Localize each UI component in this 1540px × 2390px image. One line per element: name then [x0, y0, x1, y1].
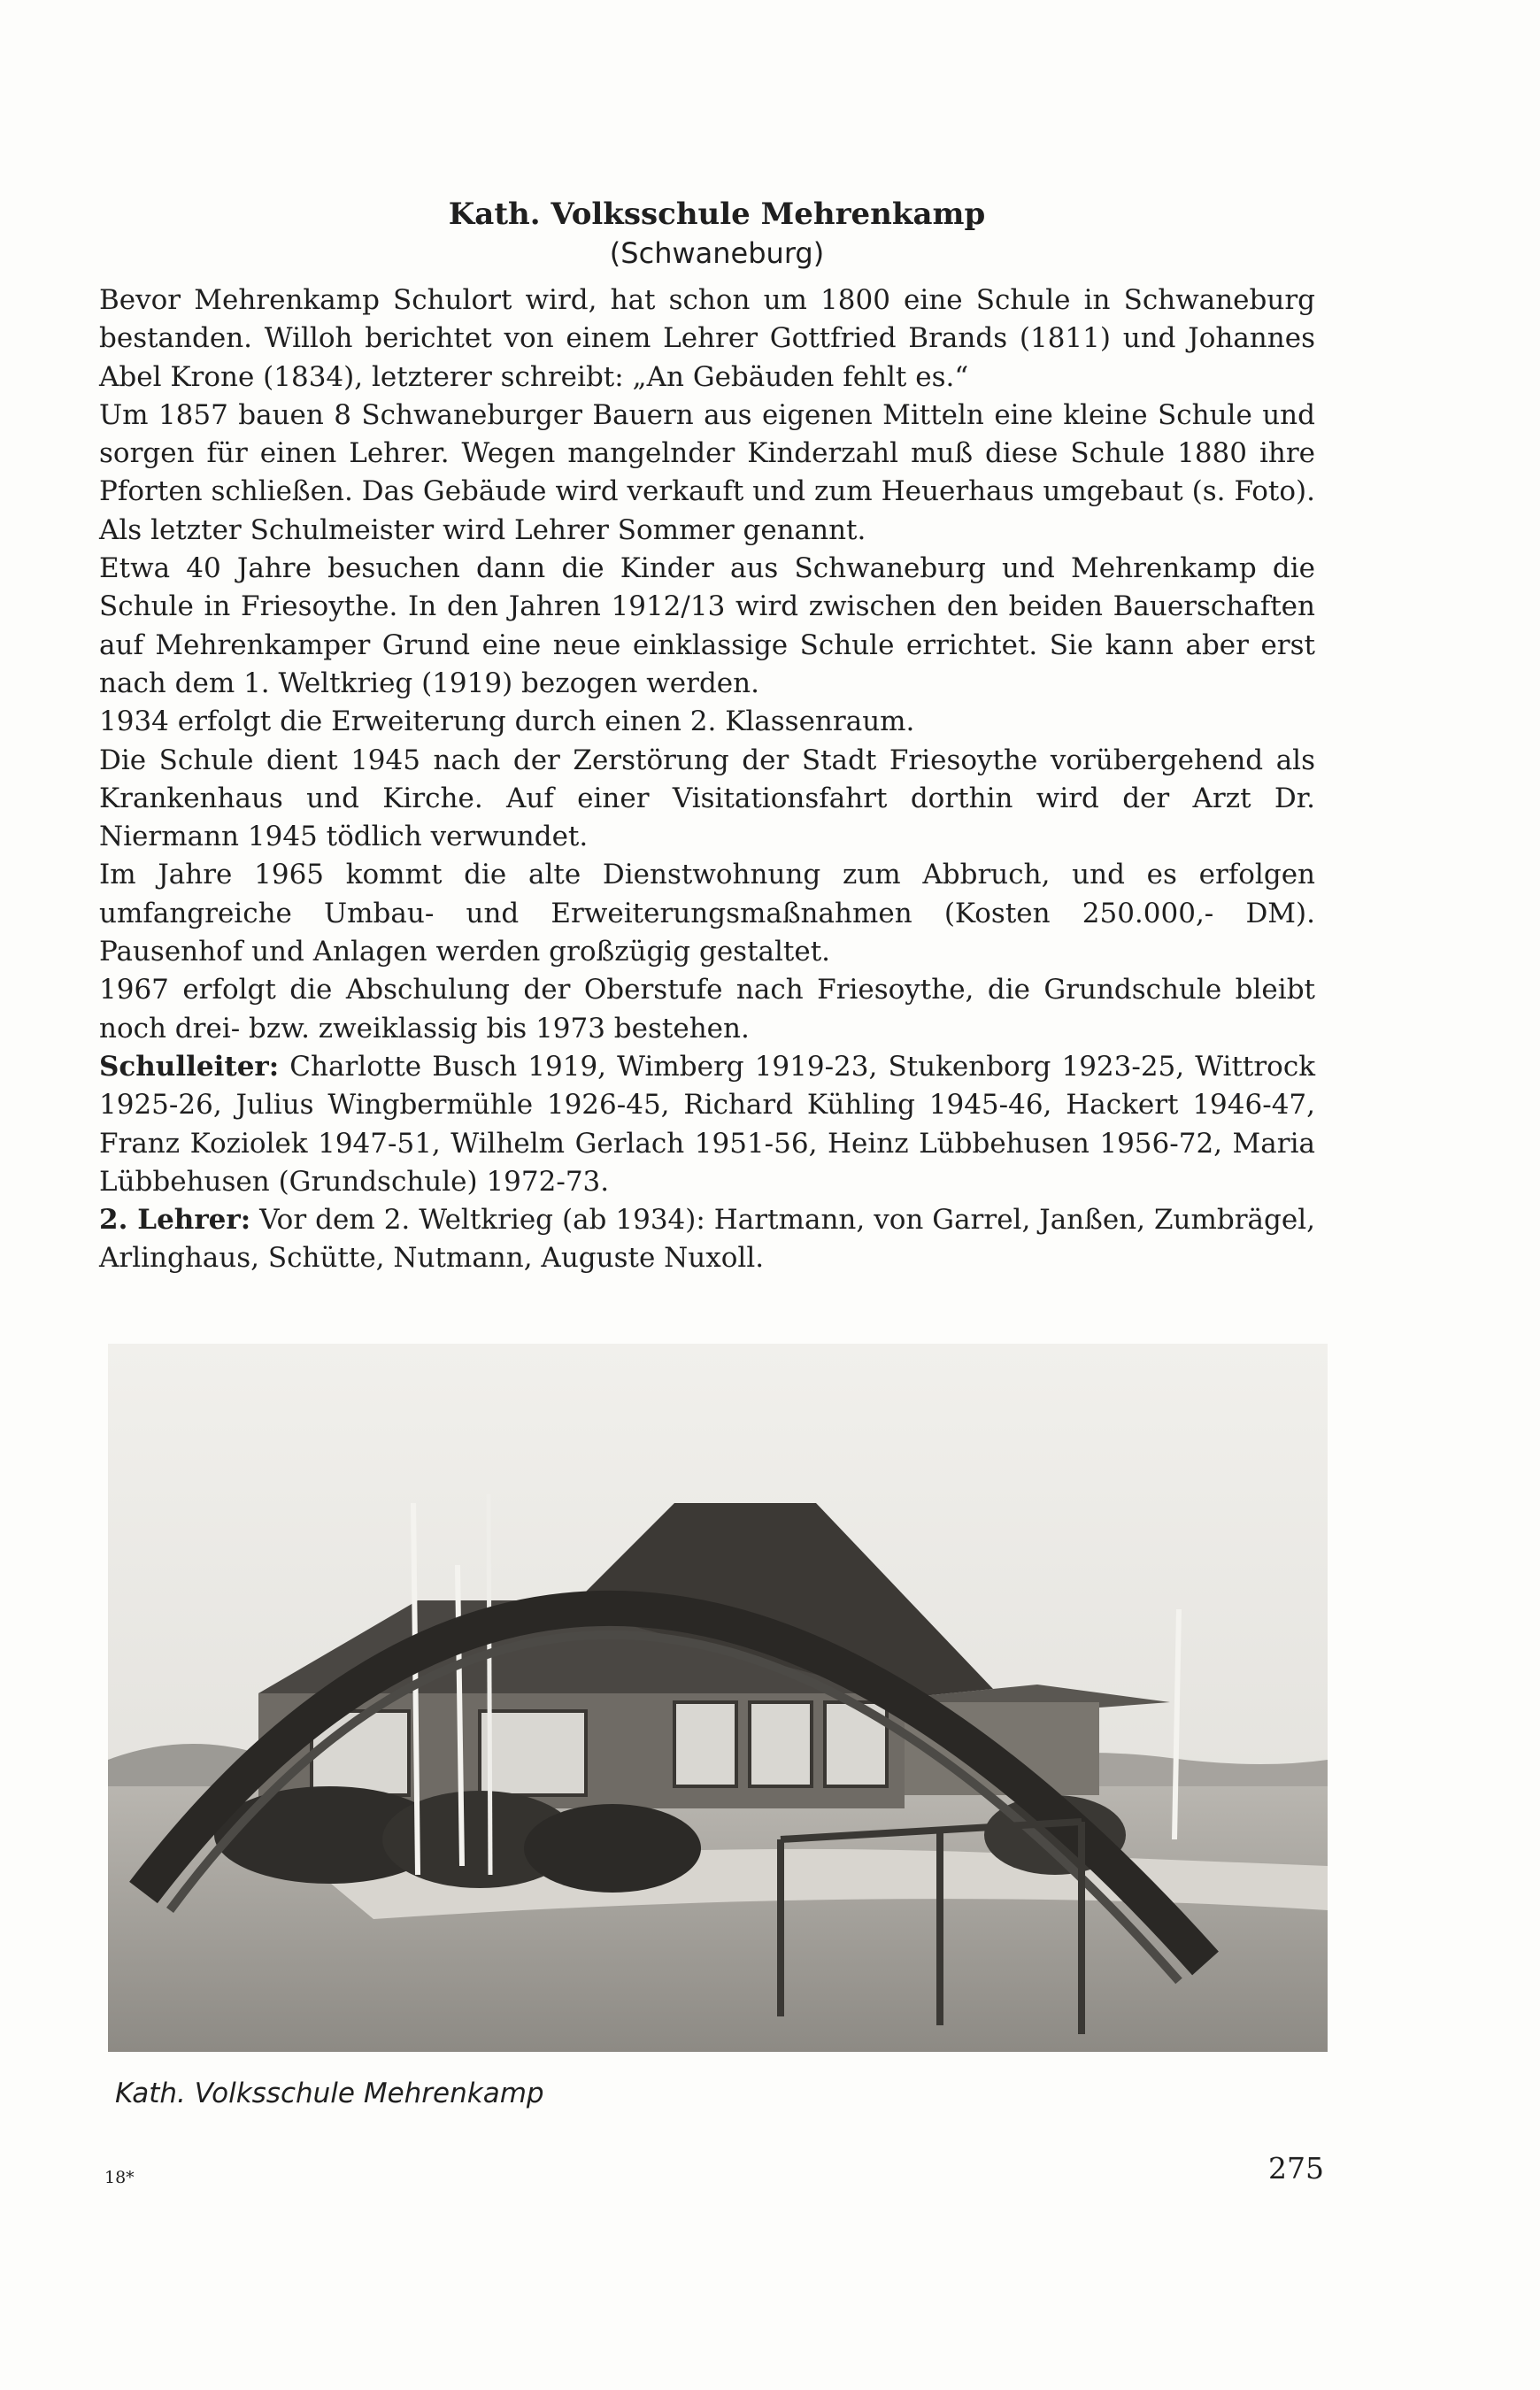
- paragraph: Bevor Mehrenkamp Schulort wird, hat schon um 1800 eine Schule in Schwaneburg bestanden. Willoh berichtet von einem Lehrer Gottfried Brands (1811) und Johannes Abel Krone (1834), letzterer schreibt: „An Gebäuden fehlt es.“: [99, 284, 1315, 393]
- paragraph: Die Schule dient 1945 nach der Zerstörung der Stadt Friesoythe vorübergehend als Krankenhaus und Kirche. Auf einer Visitationsfahrt dorthin wird der Arzt Dr. Niermann 1945 tödlich verwundet.: [99, 744, 1315, 853]
- lehrer-list: Vor dem 2. Weltkrieg (ab 1934): Hartmann, von Garrel, Janßen, Zumbrägel, Arlinghaus, Schütte, Nutmann, Auguste Nuxoll.: [99, 1204, 1315, 1275]
- lehrer-paragraph: [99, 1201, 1315, 1278]
- page-number: 275: [1268, 2151, 1324, 2186]
- paragraph: 1967 erfolgt die Abschulung der Oberstufe nach Friesoythe, die Grundschule bleibt noch drei- bzw. zweiklassig bis 1973 bestehen.: [99, 974, 1315, 1045]
- paragraph: Etwa 40 Jahre besuchen dann die Kinder aus Schwaneburg und Mehrenkamp die Schule in Friesoythe. In den Jahren 1912/13 wird zwischen den beiden Bauerschaften auf Mehrenkamper Grund eine neue einklassige Schule errichtet. Sie kann aber erst nach dem 1. Weltkrieg (1919) bezogen werden.: [99, 552, 1315, 699]
- page-subtitle: (Schwaneburg): [609, 236, 825, 270]
- paragraph: Um 1857 bauen 8 Schwaneburger Bauern aus eigenen Mitteln eine kleine Schule und sorgen für einen Lehrer. Wegen mangelnder Kinderzahl muß diese Schule 1880 ihre Pforten schließen. Das Gebäude wird verkauft und zum Heuerhaus umgebaut (s. Foto). Als letzter Schulmeister wird Lehrer Sommer genannt.: [99, 398, 1315, 546]
- schulleiter-label: Schulleiter:: [99, 1050, 280, 1083]
- photo-caption: Kath. Volksschule Mehrenkamp: [115, 2078, 544, 2109]
- lehrer-label: 2. Lehrer:: [99, 1204, 251, 1237]
- page-title: Kath. Volksschule Mehrenkamp: [448, 197, 986, 232]
- schulleiter-list: Charlotte Busch 1919, Wimberg 1919-23, Stukenborg 1923-25, Wittrock 1925-26, Julius Wingbermühle 1926-45, Richard Kühling 1945-46, Hackert 1946-47, Franz Koziolek 1947-51, Wilhelm Gerlach 1951-56, Heinz Lübbehusen 1956-72, Maria Lübbehusen (Grundschule) 1972-73.: [99, 1050, 1315, 1198]
- signature-mark: 18*: [104, 2168, 135, 2187]
- schulleiter-paragraph: [99, 1048, 1315, 1201]
- paragraph: 1934 erfolgt die Erweiterung durch einen 2. Klassenraum.: [99, 705, 915, 738]
- article-body: [99, 281, 1315, 1278]
- school-photo: [108, 1344, 1328, 2052]
- paragraph: Im Jahre 1965 kommt die alte Dienstwohnung zum Abbruch, und es erfolgen umfangreiche Umbau- und Erweiterungsmaßnahmen (Kosten 250.000,- DM). Pausenhof und Anlagen werden großzügig gestaltet.: [99, 859, 1315, 968]
